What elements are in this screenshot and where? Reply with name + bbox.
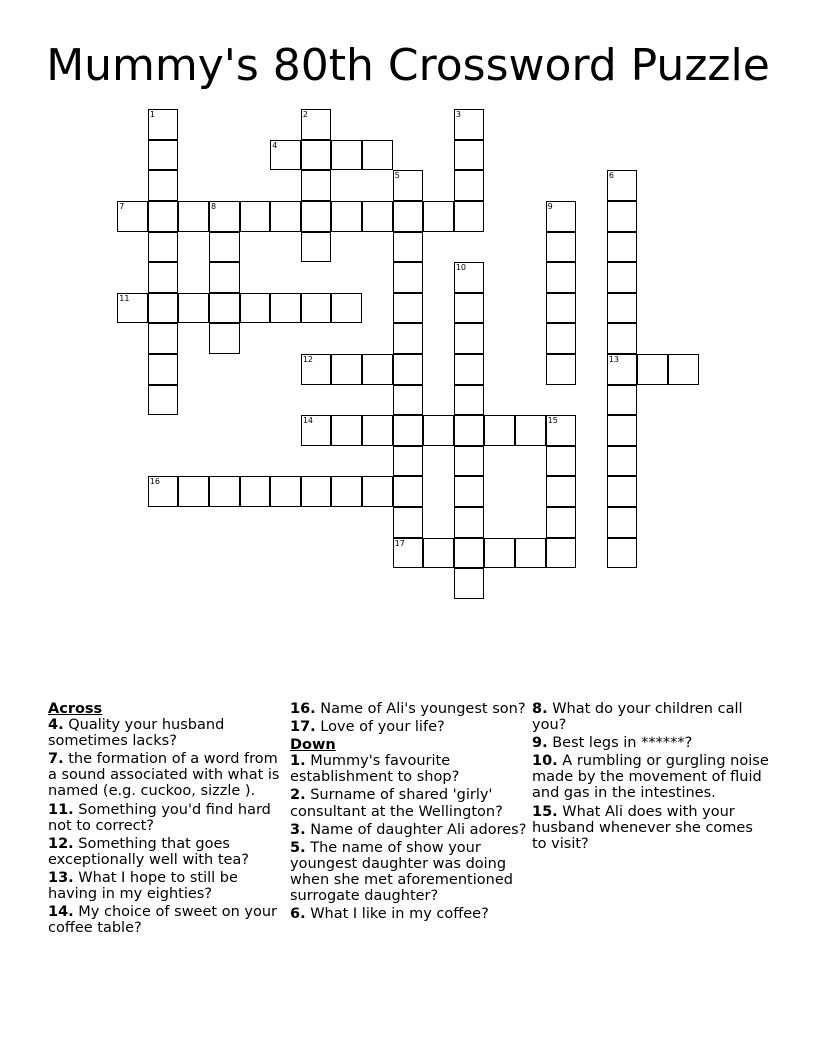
clue-text: Name of Ali's youngest son? xyxy=(315,701,526,717)
grid-cell[interactable] xyxy=(454,140,485,171)
across-clue xyxy=(48,904,288,936)
grid-cell[interactable] xyxy=(148,385,179,416)
grid-cell[interactable] xyxy=(301,201,332,232)
grid-cell[interactable] xyxy=(148,109,179,140)
down-clue xyxy=(290,787,530,819)
grid-cell[interactable] xyxy=(148,323,179,354)
grid-cell[interactable] xyxy=(454,323,485,354)
across-clue xyxy=(48,836,288,868)
clue-number: 12. xyxy=(48,835,74,852)
grid-cell[interactable] xyxy=(148,140,179,171)
grid-cell[interactable] xyxy=(607,293,638,324)
across-clue xyxy=(290,719,530,735)
clue-number: 3 xyxy=(455,110,461,120)
grid-cell[interactable] xyxy=(393,476,424,507)
grid-cell[interactable] xyxy=(301,140,332,171)
grid-cell[interactable] xyxy=(301,354,332,385)
grid-cell[interactable] xyxy=(607,354,638,385)
grid-cell[interactable] xyxy=(607,538,638,569)
grid-cell[interactable] xyxy=(393,446,424,477)
grid-cell[interactable] xyxy=(454,507,485,538)
grid-cell[interactable] xyxy=(546,476,577,507)
clue-text: My choice of sweet on your coffee table? xyxy=(48,904,277,937)
clue-number: 16. xyxy=(290,701,316,717)
grid-cell[interactable] xyxy=(209,201,240,232)
grid-cell[interactable] xyxy=(393,323,424,354)
across-clue xyxy=(48,717,288,749)
clue-number: 5 xyxy=(394,171,400,181)
clue-number: 9. xyxy=(532,735,548,752)
grid-cell[interactable] xyxy=(178,476,209,507)
clue-number: 17. xyxy=(290,719,316,736)
clue-number: 6 xyxy=(608,171,614,181)
across-heading: Across xyxy=(48,701,103,717)
grid-cell[interactable] xyxy=(393,232,424,263)
across-clue xyxy=(290,701,530,717)
down-clue xyxy=(532,753,772,801)
clue-text: A rumbling or gurgling noise made by the movement of fluid and gas in the intestines. xyxy=(532,753,769,802)
clue-number: 1. xyxy=(290,753,306,770)
grid-cell[interactable] xyxy=(362,140,393,171)
down-clue xyxy=(290,822,530,838)
clue-text: What I like in my coffee? xyxy=(305,906,489,923)
grid-cell[interactable] xyxy=(393,170,424,201)
grid-cell[interactable] xyxy=(148,262,179,293)
grid-cell[interactable] xyxy=(148,476,179,507)
clue-number: 1 xyxy=(149,110,155,120)
clue-number: 5. xyxy=(290,839,306,856)
grid-cell[interactable] xyxy=(546,293,577,324)
grid-cell[interactable] xyxy=(637,354,668,385)
clue-number: 14. xyxy=(48,904,74,921)
grid-cell[interactable] xyxy=(454,568,485,599)
grid-cell[interactable] xyxy=(331,201,362,232)
clue-text: Surname of shared 'girly' consultant at the Wellington? xyxy=(290,787,503,820)
grid-cell[interactable] xyxy=(393,507,424,538)
grid-cell[interactable] xyxy=(301,170,332,201)
grid-cell[interactable] xyxy=(209,323,240,354)
grid-cell[interactable] xyxy=(301,109,332,140)
down-heading: Down xyxy=(290,737,336,754)
grid-cell[interactable] xyxy=(148,170,179,201)
clue-number: 7 xyxy=(119,202,125,212)
page-title: Mummy's 80th Crossword Puzzle xyxy=(46,40,770,91)
grid-cell[interactable] xyxy=(148,293,179,324)
clue-number: 15 xyxy=(547,416,558,426)
clue-text: Something you'd find hard not to correct? xyxy=(48,801,271,834)
clue-number: 10. xyxy=(532,753,558,770)
grid-cell[interactable] xyxy=(331,293,362,324)
clues-column-3 xyxy=(532,701,772,854)
grid-cell[interactable] xyxy=(454,170,485,201)
grid-cell[interactable] xyxy=(393,293,424,324)
grid-cell[interactable] xyxy=(454,476,485,507)
across-clue xyxy=(48,751,288,799)
clue-text: The name of show your youngest daughter was doing when she met aforementioned surrogate daughter? xyxy=(290,839,513,905)
grid-cell[interactable] xyxy=(270,293,301,324)
down-clue xyxy=(532,735,772,751)
grid-cell[interactable] xyxy=(393,354,424,385)
grid-cell[interactable] xyxy=(484,538,515,569)
grid-cell[interactable] xyxy=(362,354,393,385)
across-clue xyxy=(48,870,288,902)
grid-cell[interactable] xyxy=(270,201,301,232)
grid-cell[interactable] xyxy=(546,201,577,232)
clue-number: 8 xyxy=(211,202,217,212)
clues-column-1 xyxy=(48,701,288,938)
clue-text: Name of daughter Ali adores? xyxy=(305,821,527,838)
clue-number: 9 xyxy=(547,202,553,212)
grid-cell[interactable] xyxy=(331,354,362,385)
grid-cell[interactable] xyxy=(362,201,393,232)
grid-cell[interactable] xyxy=(546,232,577,263)
clues-column-2 xyxy=(290,701,530,924)
grid-cell[interactable] xyxy=(546,323,577,354)
clue-number: 2 xyxy=(302,110,308,120)
clue-text: What do your children call you? xyxy=(532,701,743,734)
grid-cell[interactable] xyxy=(546,538,577,569)
grid-cell[interactable] xyxy=(362,415,393,446)
clue-text: the formation of a word from a sound associated with what is named (e.g. cuckoo, sizzle ). xyxy=(48,751,280,800)
grid-cell[interactable] xyxy=(484,415,515,446)
grid-cell[interactable] xyxy=(178,293,209,324)
grid-cell[interactable] xyxy=(454,201,485,232)
grid-cell[interactable] xyxy=(209,293,240,324)
grid-cell[interactable] xyxy=(607,446,638,477)
grid-cell[interactable] xyxy=(668,354,699,385)
grid-cell[interactable] xyxy=(546,262,577,293)
clue-number: 8. xyxy=(532,701,548,717)
clue-number: 7. xyxy=(48,751,64,768)
clue-number: 11. xyxy=(48,801,74,818)
clue-number: 17 xyxy=(394,538,405,548)
grid-cell[interactable] xyxy=(209,232,240,263)
down-clue xyxy=(290,753,530,785)
grid-cell[interactable] xyxy=(454,415,485,446)
clue-text: Best legs in ******? xyxy=(547,735,693,752)
grid-cell[interactable] xyxy=(546,354,577,385)
grid-cell[interactable] xyxy=(607,262,638,293)
grid-cell[interactable] xyxy=(454,385,485,416)
grid-cell[interactable] xyxy=(607,415,638,446)
across-clue xyxy=(48,802,288,834)
clue-number: 15. xyxy=(532,803,558,820)
grid-cell[interactable] xyxy=(393,415,424,446)
down-clue xyxy=(290,840,530,904)
down-clue xyxy=(532,804,772,852)
grid-cell[interactable] xyxy=(178,201,209,232)
grid-cell[interactable] xyxy=(117,293,148,324)
clue-number: 3. xyxy=(290,821,306,838)
grid-cell[interactable] xyxy=(607,323,638,354)
grid-cell[interactable] xyxy=(546,415,577,446)
grid-cell[interactable] xyxy=(270,140,301,171)
clue-number: 4. xyxy=(48,717,64,734)
clue-number: 10 xyxy=(455,263,467,273)
grid-cell[interactable] xyxy=(301,293,332,324)
grid-cell[interactable] xyxy=(546,507,577,538)
grid-cell[interactable] xyxy=(454,262,485,293)
clue-number: 13. xyxy=(48,869,74,886)
grid-cell[interactable] xyxy=(515,538,546,569)
grid-cell[interactable] xyxy=(240,476,271,507)
grid-cell[interactable] xyxy=(331,476,362,507)
grid-cell[interactable] xyxy=(240,201,271,232)
clue-number: 16 xyxy=(149,477,161,487)
grid-cell[interactable] xyxy=(607,201,638,232)
grid-cell[interactable] xyxy=(148,232,179,263)
clue-text: Quality your husband sometimes lacks? xyxy=(48,717,225,750)
crossword-grid xyxy=(118,110,718,610)
clue-number: 13 xyxy=(608,355,620,365)
clue-text: Love of your life? xyxy=(315,719,445,736)
grid-cell[interactable] xyxy=(362,476,393,507)
grid-cell[interactable] xyxy=(301,232,332,263)
grid-cell[interactable] xyxy=(393,262,424,293)
clue-number: 11 xyxy=(119,293,130,303)
clue-text: Mummy's favourite establishment to shop? xyxy=(290,753,460,786)
grid-cell[interactable] xyxy=(454,446,485,477)
clue-number: 12 xyxy=(302,355,314,365)
grid-cell[interactable] xyxy=(454,293,485,324)
down-clue xyxy=(532,701,772,733)
grid-cell[interactable] xyxy=(209,476,240,507)
grid-cell[interactable] xyxy=(423,201,454,232)
grid-cell[interactable] xyxy=(393,201,424,232)
grid-cell[interactable] xyxy=(301,476,332,507)
grid-cell[interactable] xyxy=(209,262,240,293)
grid-cell[interactable] xyxy=(240,293,271,324)
down-clue xyxy=(290,906,530,922)
grid-cell[interactable] xyxy=(607,476,638,507)
clue-text: What I hope to still be having in my eighties? xyxy=(48,869,238,903)
grid-cell[interactable] xyxy=(393,385,424,416)
grid-cell[interactable] xyxy=(331,140,362,171)
grid-cell[interactable] xyxy=(607,232,638,263)
grid-cell[interactable] xyxy=(423,538,454,569)
grid-cell[interactable] xyxy=(148,201,179,232)
clue-number: 6. xyxy=(290,906,306,923)
grid-cell[interactable] xyxy=(423,415,454,446)
grid-cell[interactable] xyxy=(270,476,301,507)
grid-cell[interactable] xyxy=(546,446,577,477)
grid-cell[interactable] xyxy=(515,415,546,446)
grid-cell[interactable] xyxy=(393,538,424,569)
grid-cell[interactable] xyxy=(331,415,362,446)
grid-cell[interactable] xyxy=(301,415,332,446)
clue-number: 4 xyxy=(272,140,278,150)
grid-cell[interactable] xyxy=(148,354,179,385)
grid-cell[interactable] xyxy=(607,385,638,416)
grid-cell[interactable] xyxy=(454,538,485,569)
grid-cell[interactable] xyxy=(117,201,148,232)
grid-cell[interactable] xyxy=(454,354,485,385)
grid-cell[interactable] xyxy=(607,170,638,201)
grid-cell[interactable] xyxy=(607,507,638,538)
clue-text: What Ali does with your husband whenever she comes to visit? xyxy=(532,803,753,852)
clue-number: 2. xyxy=(290,787,306,804)
clue-text: Something that goes exceptionally well with tea? xyxy=(48,835,250,868)
clue-number: 14 xyxy=(302,416,314,426)
grid-cell[interactable] xyxy=(454,109,485,140)
